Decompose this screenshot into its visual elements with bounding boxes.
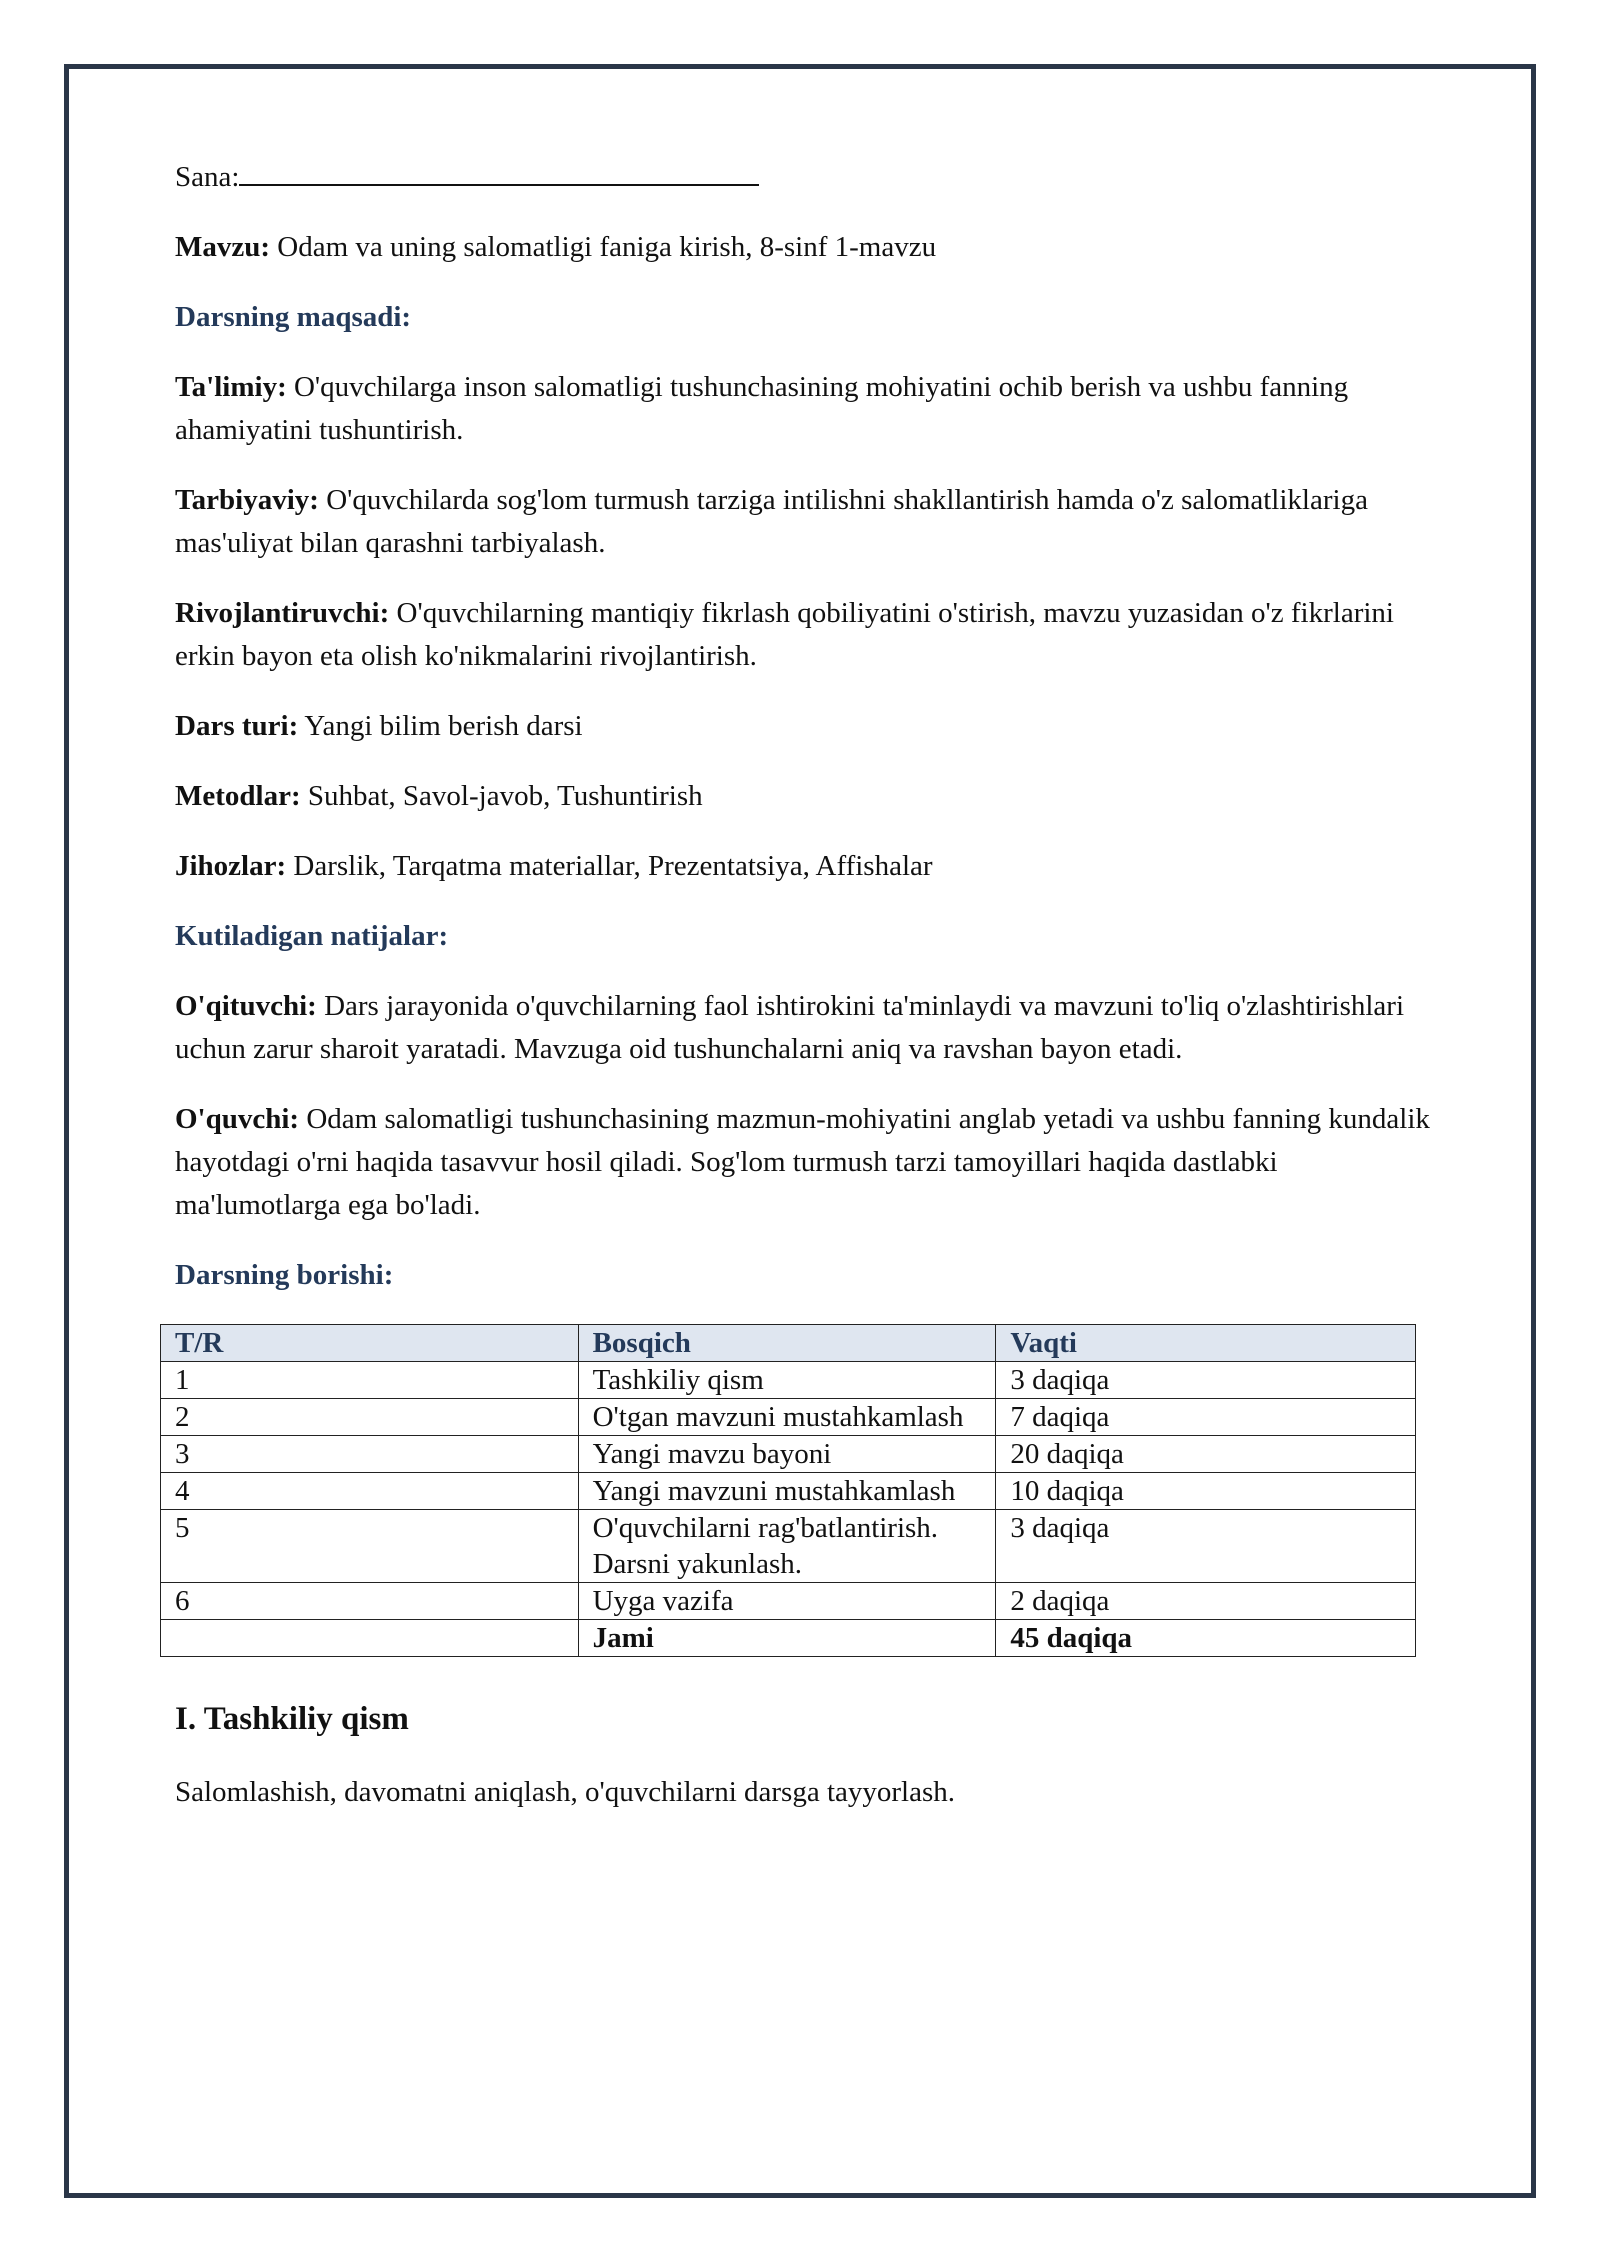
dars-turi-paragraph bbox=[175, 705, 1437, 748]
dars-turi-label: Dars turi: bbox=[175, 710, 299, 742]
rivojlantiruvchi-paragraph bbox=[175, 592, 1437, 678]
rivojlantiruvchi-label: Rivojlantiruvchi: bbox=[175, 597, 390, 629]
oquvchi-label: O'quvchi: bbox=[175, 1103, 300, 1135]
cell-stage: Tashkiliy qism bbox=[578, 1362, 996, 1399]
jihozlar-text: Darslik, Tarqatma materiallar, Prezentatsiya, Affishalar bbox=[293, 850, 933, 882]
table-total-row bbox=[161, 1620, 1416, 1657]
rivojlantiruvchi-text: O'quvchilarning mantiqiy fikrlash qobiliyatini o'stirish, mavzu yuzasidan o'z fikrlarini erkin bayon eta olish ko'nikmalarini rivojlantirish. bbox=[175, 597, 1394, 672]
cell-time: 7 daqiqa bbox=[996, 1399, 1416, 1436]
table-row bbox=[161, 1399, 1416, 1436]
document-body bbox=[175, 150, 1437, 1841]
tarbiyaviy-label: Tarbiyaviy: bbox=[175, 484, 319, 516]
sana-line bbox=[175, 150, 1437, 199]
cell-number: 3 bbox=[161, 1436, 579, 1473]
table-row bbox=[161, 1510, 1416, 1583]
mavzu-paragraph bbox=[175, 226, 1437, 269]
table-header-row bbox=[161, 1325, 1416, 1362]
header-bosqich: Bosqich bbox=[578, 1325, 996, 1362]
total-time: 45 daqiqa bbox=[996, 1620, 1416, 1657]
cell-number: 4 bbox=[161, 1473, 579, 1510]
oqituvchi-label: O'qituvchi: bbox=[175, 990, 317, 1022]
cell-stage: Yangi mavzu bayoni bbox=[578, 1436, 996, 1473]
cell-time: 3 daqiqa bbox=[996, 1510, 1416, 1583]
oqituvchi-text: Dars jarayonida o'quvchilarning faol ishtirokini ta'minlaydi va mavzuni to'liq o'zlashtirishlari uchun zarur sharoit yaratadi. Mavzuga oid tushunchalarni aniq va ravshan bayon etadi. bbox=[175, 990, 1405, 1065]
jihozlar-label: Jihozlar: bbox=[175, 850, 287, 882]
section-title-tashkiliy: I. Tashkiliy qism bbox=[175, 1701, 409, 1737]
cell-time: 10 daqiqa bbox=[996, 1473, 1416, 1510]
cell-number: 5 bbox=[161, 1510, 579, 1583]
dars-turi-text: Yangi bilim berish darsi bbox=[304, 710, 583, 742]
section-text-tashkiliy: Salomlashish, davomatni aniqlash, o'quvchilarni darsga tayyorlash. bbox=[175, 1776, 956, 1808]
table-row bbox=[161, 1583, 1416, 1620]
table-row bbox=[161, 1436, 1416, 1473]
metodlar-text: Suhbat, Savol-javob, Tushuntirish bbox=[307, 780, 703, 812]
table-row bbox=[161, 1362, 1416, 1399]
metodlar-label: Metodlar: bbox=[175, 780, 301, 812]
mavzu-label: Mavzu: bbox=[175, 231, 271, 263]
header-vaqti: Vaqti bbox=[996, 1325, 1416, 1362]
natijalar-heading: Kutiladigan natijalar: bbox=[175, 920, 449, 952]
maqsad-heading: Darsning maqsadi: bbox=[175, 301, 412, 333]
cell-time: 20 daqiqa bbox=[996, 1436, 1416, 1473]
cell-stage: Uyga vazifa bbox=[578, 1583, 996, 1620]
table-row bbox=[161, 1473, 1416, 1510]
total-empty-cell bbox=[161, 1620, 579, 1657]
cell-time: 2 daqiqa bbox=[996, 1583, 1416, 1620]
total-label: Jami bbox=[578, 1620, 996, 1657]
lesson-plan-table bbox=[160, 1324, 1416, 1657]
sana-blank bbox=[239, 150, 759, 186]
cell-stage: Yangi mavzuni mustahkamlash bbox=[578, 1473, 996, 1510]
oquvchi-text: Odam salomatligi tushunchasining mazmun-mohiyatini anglab yetadi va ushbu fanning kundalik hayotdagi o'rni haqida tasavvur hosil qiladi. Sog'lom turmush tarzi tamoyillari haqida dastlabki ma'lumotlarga ega bo'ladi. bbox=[175, 1103, 1430, 1221]
cell-number: 6 bbox=[161, 1583, 579, 1620]
talimiy-text: O'quvchilarga inson salomatligi tushunchasining mohiyatini ochib berish va ushbu fanning ahamiyatini tushuntirish. bbox=[175, 371, 1349, 446]
talimiy-paragraph bbox=[175, 366, 1437, 452]
cell-number: 1 bbox=[161, 1362, 579, 1399]
header-tr: T/R bbox=[161, 1325, 579, 1362]
jihozlar-paragraph bbox=[175, 845, 1437, 888]
tarbiyaviy-text: O'quvchilarda sog'lom turmush tarziga intilishni shakllantirish hamda o'z salomatliklariga mas'uliyat bilan qarashni tarbiyalash. bbox=[175, 484, 1368, 559]
tarbiyaviy-paragraph bbox=[175, 479, 1437, 565]
talimiy-label: Ta'limiy: bbox=[175, 371, 287, 403]
cell-stage: O'tgan mavzuni mustahkamlash bbox=[578, 1399, 996, 1436]
cell-time: 3 daqiqa bbox=[996, 1362, 1416, 1399]
oquvchi-paragraph bbox=[175, 1098, 1437, 1227]
metodlar-paragraph bbox=[175, 775, 1437, 818]
mavzu-text: Odam va uning salomatligi faniga kirish, 8-sinf 1-mavzu bbox=[277, 231, 937, 263]
sana-label: Sana: bbox=[175, 161, 240, 193]
cell-number: 2 bbox=[161, 1399, 579, 1436]
cell-stage: O'quvchilarni rag'batlantirish. Darsni yakunlash. bbox=[578, 1510, 996, 1583]
borishi-heading: Darsning borishi: bbox=[175, 1259, 394, 1291]
oqituvchi-paragraph bbox=[175, 985, 1437, 1071]
